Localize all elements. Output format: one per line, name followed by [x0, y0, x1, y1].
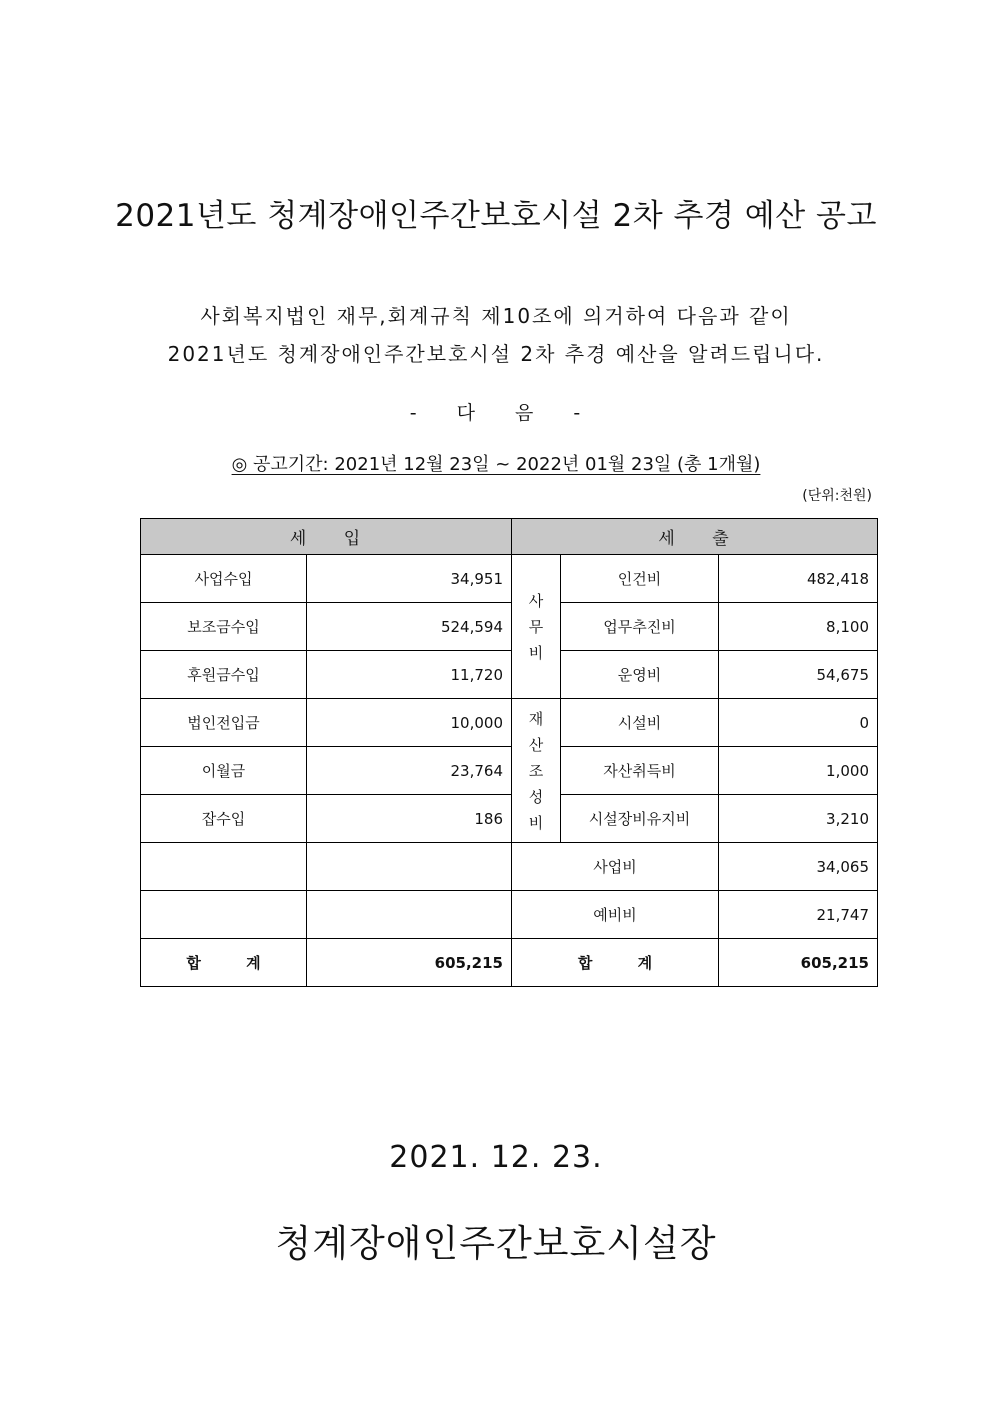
income-label: 후원금수입	[141, 651, 307, 699]
expense-value: 54,675	[719, 651, 878, 699]
notice-period	[0, 450, 992, 476]
table-row	[141, 603, 878, 651]
group-asset-text: 재 산 조 성 비	[528, 709, 544, 832]
total-row	[141, 939, 878, 987]
notice-period-text: ◎ 공고기간: 2021년 12월 23일 ~ 2022년 01월 23일 (총 1개월)	[231, 454, 761, 475]
table-row	[141, 891, 878, 939]
income-label: 법인전입금	[141, 699, 307, 747]
income-value: 34,951	[307, 555, 512, 603]
income-value: 11,720	[307, 651, 512, 699]
notice-date: 2021. 12. 23.	[389, 1140, 603, 1175]
income-label: 이월금	[141, 747, 307, 795]
expense-value: 0	[719, 699, 878, 747]
income-value: 186	[307, 795, 512, 843]
expense-value: 3,210	[719, 795, 878, 843]
group-office	[512, 555, 561, 699]
income-label	[141, 891, 307, 939]
income-value	[307, 843, 512, 891]
expense-value: 34,065	[719, 843, 878, 891]
expense-value: 21,747	[719, 891, 878, 939]
expense-value: 8,100	[719, 603, 878, 651]
income-value: 23,764	[307, 747, 512, 795]
total-expense: 605,215	[719, 939, 878, 987]
expense-label: 자산취득비	[561, 747, 719, 795]
group-office-text: 사 무 비	[528, 591, 544, 662]
total-label-expense: 합 계	[512, 939, 719, 987]
expense-label: 사업비	[512, 843, 719, 891]
header-income: 세 입	[141, 519, 512, 555]
income-value: 10,000	[307, 699, 512, 747]
expense-value: 482,418	[719, 555, 878, 603]
unit-label: (단위:천원)	[802, 488, 872, 504]
income-label: 보조금수입	[141, 603, 307, 651]
expense-label: 운영비	[561, 651, 719, 699]
expense-label: 예비비	[512, 891, 719, 939]
income-label: 잡수입	[141, 795, 307, 843]
expense-value: 1,000	[719, 747, 878, 795]
budget-table	[140, 518, 878, 987]
page-title: 2021년도 청계장애인주간보호시설 2차 추경 예산 공고	[115, 198, 877, 234]
total-income: 605,215	[307, 939, 512, 987]
intro-line-1: 사회복지법인 재무,회계규칙 제10조에 의거하여 다음과 같이	[200, 304, 792, 328]
expense-label: 인건비	[561, 555, 719, 603]
table-row	[141, 699, 878, 747]
income-label: 사업수입	[141, 555, 307, 603]
table-row	[141, 795, 878, 843]
table-header-row	[141, 519, 878, 555]
income-label	[141, 843, 307, 891]
signer: 청계장애인주간보호시설장	[275, 1222, 717, 1265]
next-marker: - 다 음 -	[409, 402, 583, 424]
header-expense: 세 출	[512, 519, 878, 555]
table-row	[141, 843, 878, 891]
expense-label: 시설장비유지비	[561, 795, 719, 843]
total-label-income: 합 계	[141, 939, 307, 987]
table-row	[141, 651, 878, 699]
group-asset	[512, 699, 561, 843]
income-value: 524,594	[307, 603, 512, 651]
income-value	[307, 891, 512, 939]
table-row	[141, 747, 878, 795]
intro-line-2: 2021년도 청계장애인주간보호시설 2차 추경 예산을 알려드립니다.	[167, 342, 825, 366]
table-row	[141, 555, 878, 603]
expense-label: 시설비	[561, 699, 719, 747]
expense-label: 업무추진비	[561, 603, 719, 651]
